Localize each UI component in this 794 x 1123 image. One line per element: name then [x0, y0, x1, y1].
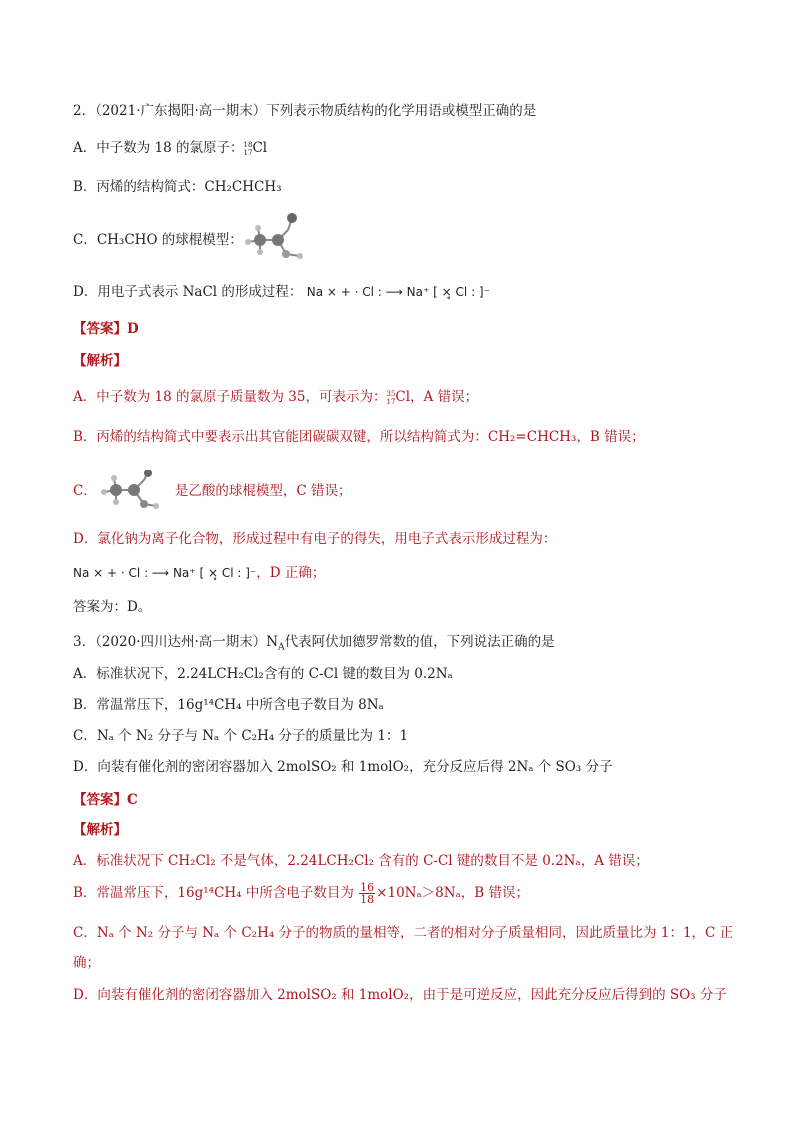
q3-option-b: B．常温常压下，16g¹⁴CH₄ 中所含电子数目为 8Nₐ — [73, 697, 384, 713]
q3-explain-d: D．向装有催化剂的密闭容器加入 2molSO₂ 和 1molO₂，由于是可逆反应，因此充分反应后得到的 SO₃ 分子 — [73, 987, 727, 1003]
q3-option-d: D．向装有催化剂的密闭容器加入 2molSO₂ 和 1molO₂，充分反应后得 2Nₐ 个 SO₃ 分子 — [73, 759, 613, 775]
q2-explain-b: B．丙烯的结构简式中要表示出其官能团碳碳双键，所以结构简式为：CH₂=CHCH₃，B 错误； — [73, 429, 645, 445]
fraction: $\frac{16}{18}$ — [360, 881, 375, 906]
q3-explain-c: C．Nₐ 个 N₂ 分子与 Nₐ 个 C₂H₄ 分子的物质的量相等，二者的相对分子质量相同，因此质量比为 1：1，C 正 — [73, 925, 734, 941]
q3-option-a: A．标准状况下，2.24LCH₂Cl₂含有的 C-Cl 键的数目为 0.2Nₐ — [73, 666, 453, 682]
q2-final-answer: 答案为：D。 — [73, 599, 152, 615]
q2-explain-c: C． 是乙酸的球棍模型，C 错误； — [73, 483, 352, 499]
q2-stem: 2．（2021·广东揭阳·高一期末）下列表示物质结构的化学用语或模型正确的是 — [73, 103, 537, 119]
q2-option-d: D．用电子式表示 NaCl 的形成过程： Na × + · Cl : ⟶ Na⁺ [ ×̥ Cl : ]⁻ — [73, 284, 490, 300]
q2-option-c: C．CH₃CHO 的球棍模型： — [73, 232, 243, 248]
q2-option-a: A．中子数为 18 的氯原子： 18 17 Cl — [73, 140, 268, 157]
q2-explain-a: A．中子数为 18 的氯原子质量数为 35，可表示为： 35 17 Cl，A 错误； — [73, 389, 479, 406]
q3-stem: 3．（2020·四川达州·高一期末）$N_A$代表阿伏加德罗常数的值，下列说法正确的是 — [73, 634, 555, 653]
q3-option-c: C．Nₐ 个 N₂ 分子与 Nₐ 个 C₂H₄ 分子的质量比为 1：1 — [73, 728, 409, 744]
q2-analysis-label: 【解析】 — [73, 353, 127, 369]
q3-explain-a: A．标准状况下 CH₂Cl₂ 不是气体，2.24LCH₂Cl₂ 含有的 C-Cl 键的数目不是 0.2Nₐ，A 错误； — [73, 853, 649, 869]
q2-answer: 【答案】D — [73, 321, 139, 337]
q2-option-b: B．丙烯的结构简式：CH₂CHCH₃ — [73, 179, 282, 195]
q2-explain-d-equation: Na × + · Cl : ⟶ Na⁺ [ ×̥ Cl : ]⁻，D 正确； — [73, 565, 326, 581]
q3-answer: 【答案】C — [73, 792, 138, 808]
q3-explain-b: B．常温常压下，16g¹⁴CH₄ 中所含电子数目为 $\frac{16}{18}$ ×10Nₐ＞8Nₐ，B 错误； — [73, 881, 530, 906]
q2-explain-d: D．氯化钠为离子化合物，形成过程中有电子的得失，用电子式表示形成过程为： — [73, 531, 557, 547]
q3-analysis-label: 【解析】 — [73, 822, 127, 838]
acetic-acid-model-icon — [98, 470, 168, 514]
q3-explain-c-cont: 确； — [73, 955, 100, 971]
ball-stick-model-icon — [240, 212, 310, 262]
